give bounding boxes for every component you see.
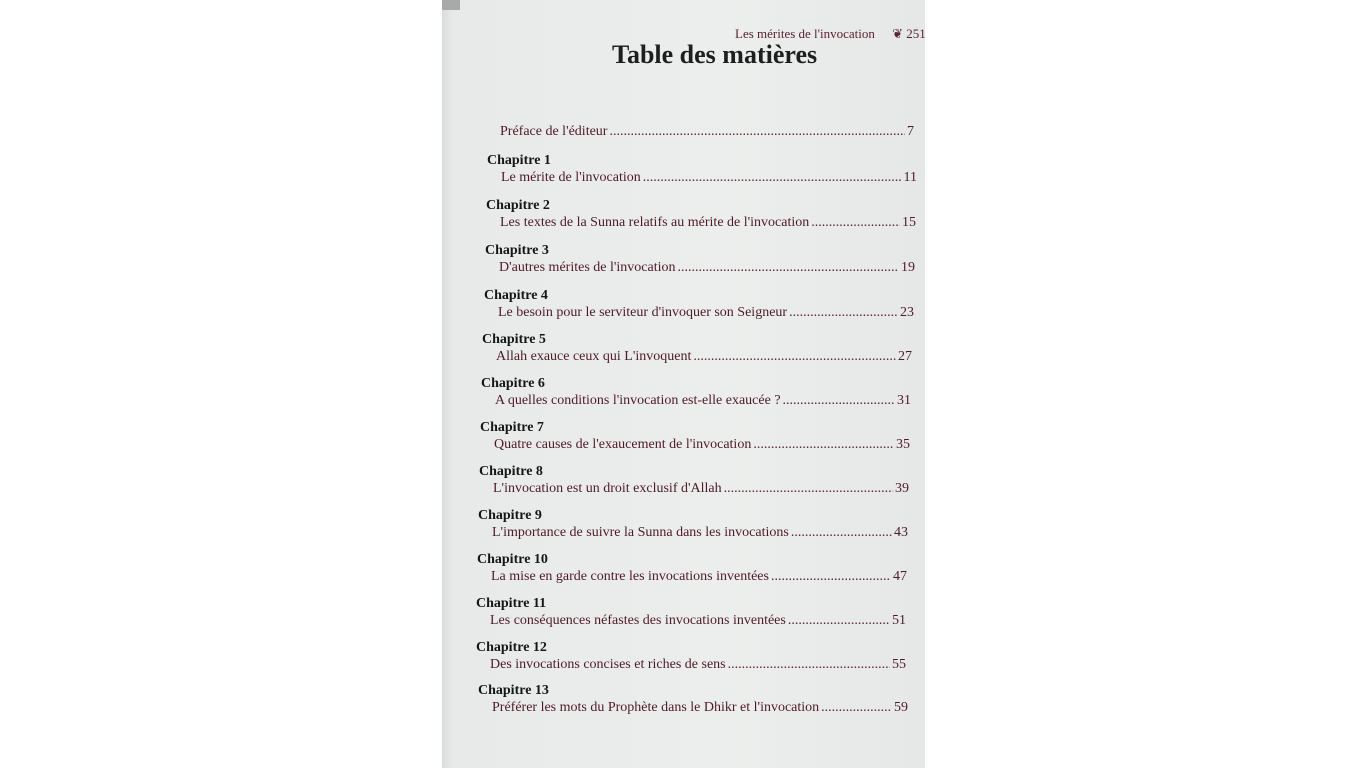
- leader-dots: [643, 170, 902, 186]
- toc-entry: [487, 153, 917, 186]
- chapter-label: Chapitre 6: [481, 376, 545, 391]
- chapter-label: Chapitre 3: [485, 243, 549, 258]
- leader-dots: [788, 613, 890, 629]
- toc-entry-title: Préface de l'éditeur: [500, 124, 608, 139]
- toc-entry-title: Les conséquences néfastes des invocations inventées: [490, 613, 786, 628]
- toc-entry: [482, 332, 912, 365]
- leader-dots: [753, 437, 894, 453]
- toc-entry-page: 7: [907, 124, 914, 139]
- toc-entry-title: Allah exauce ceux qui L'invoquent: [496, 349, 692, 364]
- chapter-label: Chapitre 5: [482, 332, 546, 347]
- toc-entry-title: Le besoin pour le serviteur d'invoquer son Seigneur: [498, 305, 788, 320]
- toc-entry-title: La mise en garde contre les invocations inventées: [491, 569, 769, 584]
- leader-dots: [811, 215, 900, 231]
- toc-entry: [484, 288, 914, 321]
- toc-entry-title: D'autres mérites de l'invocation: [499, 260, 676, 275]
- toc-entry: [476, 596, 906, 629]
- running-header-title: Les mérites de l'invocation: [735, 26, 875, 41]
- page-title: Table des matières: [612, 40, 818, 69]
- chapter-label: Chapitre 1: [487, 153, 551, 168]
- toc-entry-preface: [500, 124, 914, 140]
- toc-entry-page: 47: [893, 569, 907, 584]
- chapter-label: Chapitre 10: [477, 552, 548, 567]
- toc-entry-page: 43: [894, 525, 908, 540]
- chapter-label: Chapitre 9: [478, 508, 542, 523]
- leader-dots: [771, 569, 891, 585]
- toc-entry-title: Préférer les mots du Prophète dans le Dhikr et l'invocation: [492, 700, 820, 715]
- chapter-label: Chapitre 11: [476, 596, 547, 611]
- toc-entry: [477, 552, 907, 585]
- toc-entry-page: 19: [901, 260, 915, 275]
- toc-entry-title: Des invocations concises et riches de sens: [490, 657, 726, 672]
- toc-entry-page: 55: [892, 657, 906, 672]
- chapter-label: Chapitre 4: [484, 288, 548, 303]
- toc-entry-page: 11: [903, 170, 917, 185]
- leader-dots: [609, 124, 905, 140]
- toc-entry: [480, 420, 910, 453]
- chapter-label: Chapitre 7: [480, 420, 544, 435]
- toc-entry: [486, 198, 916, 231]
- toc-entry: [479, 464, 909, 497]
- toc-entry-title: Le mérite de l'invocation: [501, 170, 641, 185]
- toc-entry-page: 15: [902, 215, 916, 230]
- toc-entry-page: 23: [900, 305, 914, 320]
- toc-entry: [476, 640, 906, 673]
- leader-dots: [693, 349, 896, 365]
- chapter-label: Chapitre 8: [479, 464, 543, 479]
- toc-entry: [485, 243, 915, 276]
- page-number: 251: [906, 26, 926, 41]
- toc-entry-page: 59: [894, 700, 908, 715]
- toc-entry-title: L'invocation est un droit exclusif d'Allah: [493, 481, 722, 496]
- toc-entry-page: 35: [896, 437, 910, 452]
- chapter-label: Chapitre 2: [486, 198, 550, 213]
- leader-dots: [728, 657, 890, 673]
- toc-entry: [478, 683, 908, 716]
- toc-entry-title: Les textes de la Sunna relatifs au mérite de l'invocation: [500, 215, 810, 230]
- leader-dots: [783, 393, 895, 409]
- toc-entry-page: 51: [892, 613, 906, 628]
- chapter-label: Chapitre 13: [478, 683, 549, 698]
- toc-entry-page: 27: [898, 349, 912, 364]
- leader-dots: [789, 305, 898, 321]
- ornament-icon: ❦: [892, 26, 904, 41]
- page-edge: [442, 0, 460, 10]
- toc-entry-page: 39: [895, 481, 909, 496]
- toc-entry: [481, 376, 911, 409]
- leader-dots: [724, 481, 893, 497]
- toc-entry: [478, 508, 908, 541]
- toc-entry-page: 31: [897, 393, 911, 408]
- toc-entry-title: A quelles conditions l'invocation est-elle exaucée ?: [495, 393, 781, 408]
- leader-dots: [821, 700, 892, 716]
- leader-dots: [678, 260, 900, 276]
- toc-entry-title: Quatre causes de l'exaucement de l'invocation: [494, 437, 752, 452]
- leader-dots: [791, 525, 892, 541]
- toc-entry-title: L'importance de suivre la Sunna dans les invocations: [492, 525, 789, 540]
- chapter-label: Chapitre 12: [476, 640, 547, 655]
